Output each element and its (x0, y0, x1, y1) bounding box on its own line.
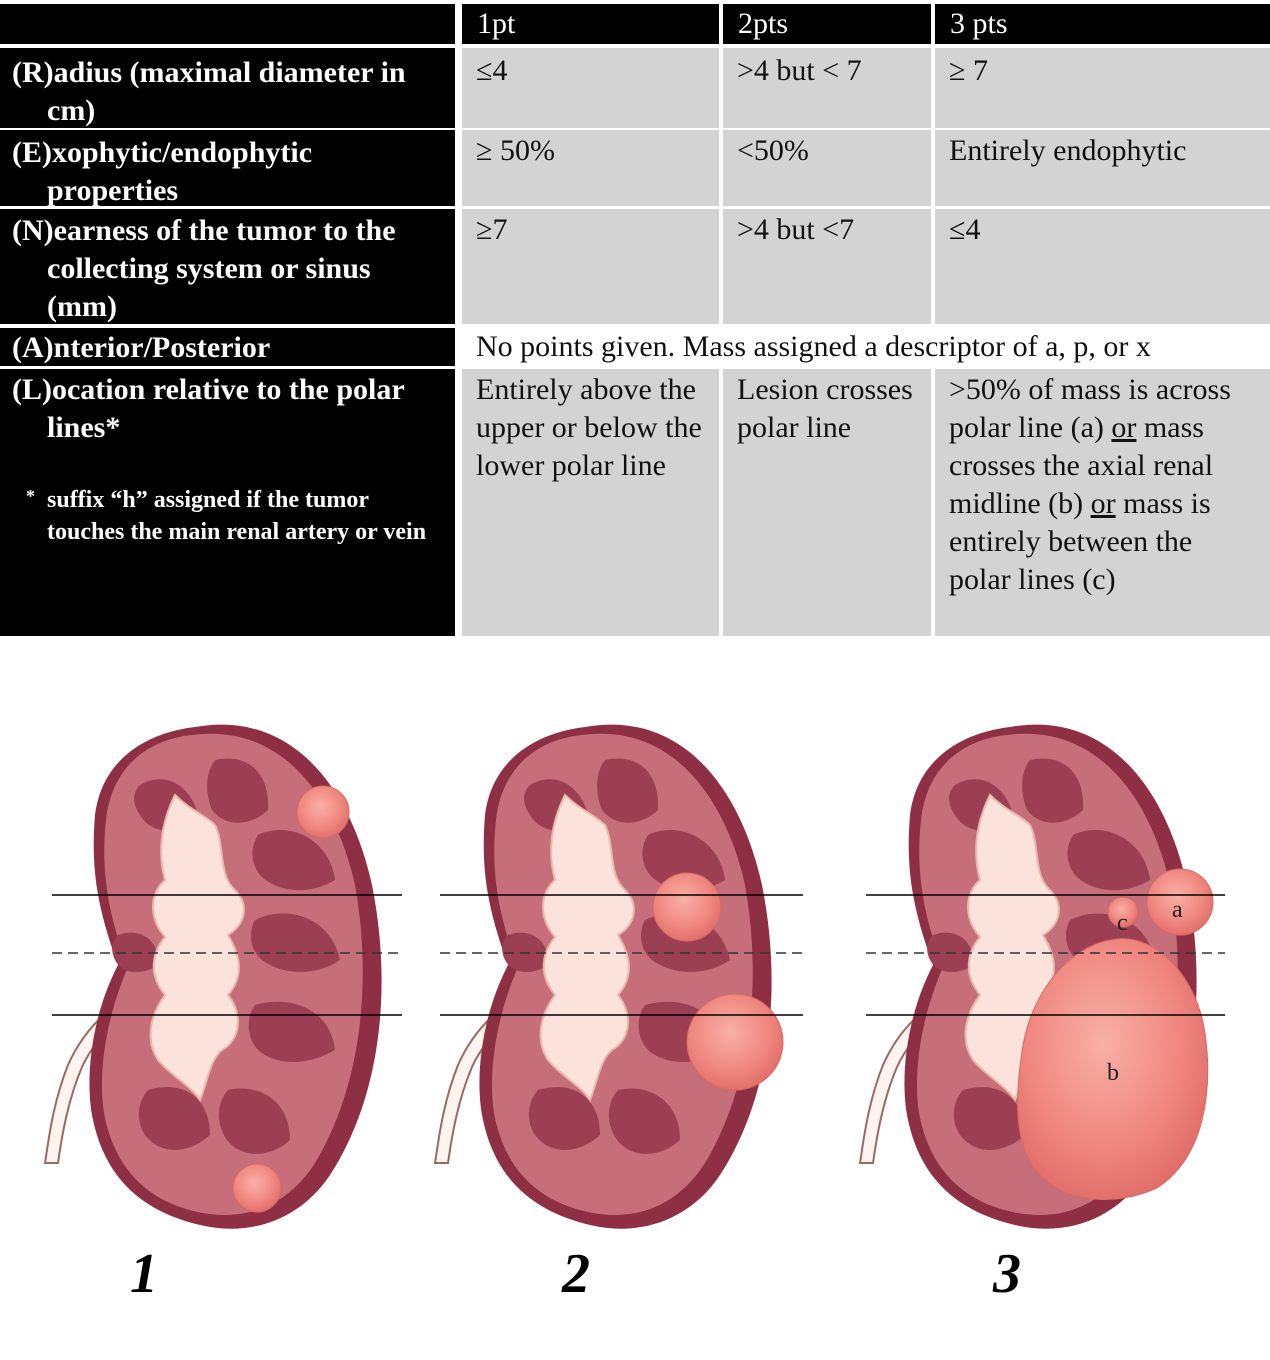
tumor-panel1-upper (297, 786, 349, 838)
header-3pts: 3 pts (935, 4, 1270, 44)
kidney-panel-3 (860, 725, 1213, 1229)
location-label-text: (L)ocation relative to the polar lines* (12, 373, 405, 444)
mass-label-b: b (1107, 1060, 1119, 1086)
location-3pts (935, 369, 1270, 636)
loc3-or2: or (1090, 487, 1116, 520)
tumor-panel2-upper (653, 873, 721, 941)
nearness-3pts: ≤4 (935, 209, 1270, 324)
kidney-panel-1 (45, 725, 382, 1229)
footnote-mark: * (26, 486, 35, 506)
anterior-posterior-description: No points given. Mass assigned a descriptor of a, p, or x (458, 328, 1270, 366)
row-label-radius: (R)adius (maximal diameter in cm) (0, 48, 455, 128)
tumor-panel1-lower (233, 1164, 281, 1212)
header-blank (0, 4, 455, 44)
exophytic-2pts: <50% (723, 130, 931, 206)
loc3-part1: >50% of mass is across polar line (a) (949, 373, 1231, 444)
exophytic-1pt: ≥ 50% (462, 130, 719, 206)
loc3-part2: mass crosses the axial renal midline (b) (949, 411, 1214, 520)
loc3-or1: or (1111, 411, 1137, 444)
kidney-illustrations (0, 690, 1270, 1330)
radius-1pt: ≤4 (462, 48, 719, 128)
location-1pt: Entirely above the upper or below the lower polar line (462, 369, 719, 636)
tumor-panel2-lower (687, 994, 783, 1090)
kidney-panel-2 (435, 725, 783, 1229)
nearness-2pts: >4 but <7 (723, 209, 931, 324)
mass-label-c: c (1117, 910, 1128, 936)
row-label-exophytic: (E)xophytic/endophytic properties (0, 130, 455, 206)
loc3-part3: mass is entirely between the polar lines (c) (949, 487, 1211, 596)
row-label-anterior-posterior: (A)nterior/Posterior (0, 328, 455, 366)
location-2pts: Lesion crosses polar line (723, 369, 931, 636)
footnote-text: suffix “h” assigned if the tumor touches the main renal artery or vein (47, 487, 427, 545)
radius-2pts: >4 but < 7 (723, 48, 931, 128)
radius-3pts: ≥ 7 (935, 48, 1270, 128)
footnote (0, 484, 455, 548)
panel-number-2: 2 (562, 1243, 590, 1305)
header-1pt: 1pt (462, 4, 719, 44)
panel-number-3: 3 (993, 1243, 1021, 1305)
exophytic-3pts: Entirely endophytic (935, 130, 1270, 206)
panel-number-1: 1 (130, 1243, 158, 1305)
header-2pts: 2pts (723, 4, 931, 44)
mass-label-a: a (1172, 897, 1183, 923)
row-label-nearness: (N)earness of the tumor to the collecting system or sinus (mm) (0, 209, 455, 324)
nearness-1pt: ≥7 (462, 209, 719, 324)
